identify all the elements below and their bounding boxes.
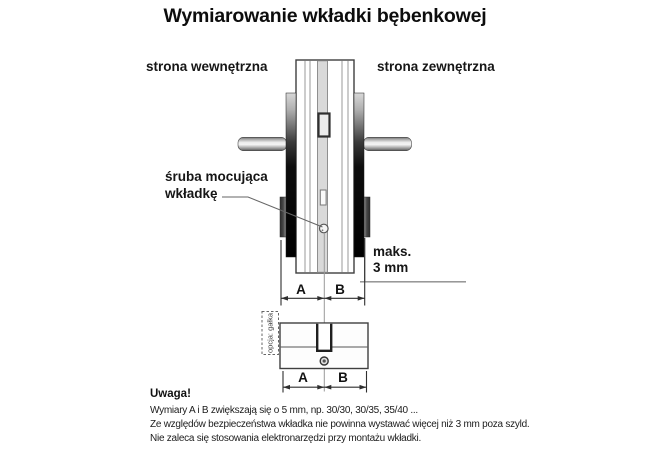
main-dimension-b-label: B [335,282,345,297]
mounting-screw-label-line1: śruba mocująca [165,169,268,184]
keyway-slot [320,190,326,205]
outer-handle-rod [364,137,412,150]
note-line-3: Nie zaleca się stosowania elektronarzędzi przy montażu wkładki. [150,432,422,444]
max-protrusion-label-line2: 3 mm [373,259,409,275]
cam-window [319,114,330,137]
fixing-screw [320,224,329,233]
mounting-screw-label [165,169,268,202]
main-dimension-a-label: A [296,282,306,297]
knob-option-label: opcja: gałka [265,312,274,354]
mounting-screw-label-line2: wkładkę [165,185,218,201]
notes-heading: Uwaga! [150,388,191,400]
inner-escutcheon-plate [286,93,296,257]
inner-side-label: strona wewnętrzna [146,59,268,74]
page-title: Wymiarowanie wkładki bębenkowej [163,5,487,27]
inner-handle-rod [238,137,287,150]
lower-dimension-a-label: A [298,370,308,385]
outer-escutcheon-plate [354,93,364,257]
door-cross-section [296,60,354,273]
cylinder-protrusion-inner [280,197,287,237]
cylinder-protrusion-outer [364,197,371,237]
lower-dimension-b-label: B [338,370,348,385]
cylinder-profile-screw [320,357,328,365]
note-line-1: Wymiary A i B zwiększają się o 5 mm, np. 30/30, 30/35, 35/40 ... [150,404,418,416]
max-protrusion-label-line1: maks. [373,244,412,259]
max-protrusion-label [373,244,411,275]
outer-side-label: strona zewnętrzna [377,59,495,74]
note-line-2: Ze względów bezpieczeństwa wkładka nie powinna wystawać więcej niż 3 mm poza szyld. [150,418,530,430]
